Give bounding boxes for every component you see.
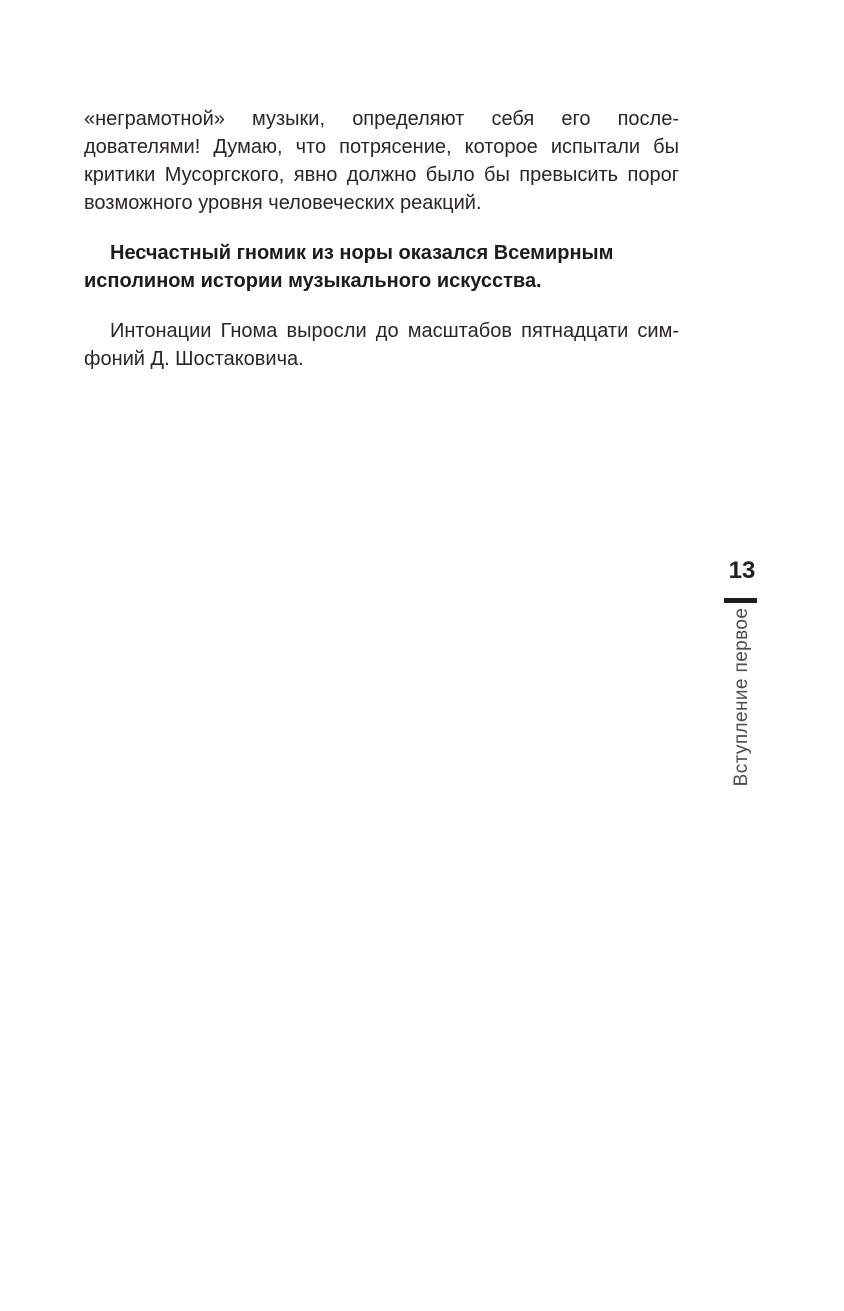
paragraph-body [84,317,679,373]
text-line: «неграмотной» музыки, определяют себя его после- [84,108,679,130]
paragraph-bold-emphasis [84,239,679,295]
text-line: критики Мусоргского, явно должно было бы превысить порог [84,164,679,186]
text-line: исполином истории музыкального искусства. [84,270,542,292]
text-line: Интонации Гнома выросли до масштабов пятнадцати сим- [110,320,679,342]
text-line: дователями! Думаю, что потрясение, которое испытали бы [84,136,679,158]
page-number-divider [724,598,757,603]
text-line: фоний Д. Шостаковича. [84,348,304,370]
section-label-vertical: Вступление первое [731,607,752,787]
paragraph-continuation [84,105,679,217]
text-line: Несчастный гномик из норы оказался Всемирным [110,242,614,264]
text-line: возможного уровня человеческих реакций. [84,192,482,214]
text-block [84,105,679,373]
page-number: 13 [728,557,756,584]
